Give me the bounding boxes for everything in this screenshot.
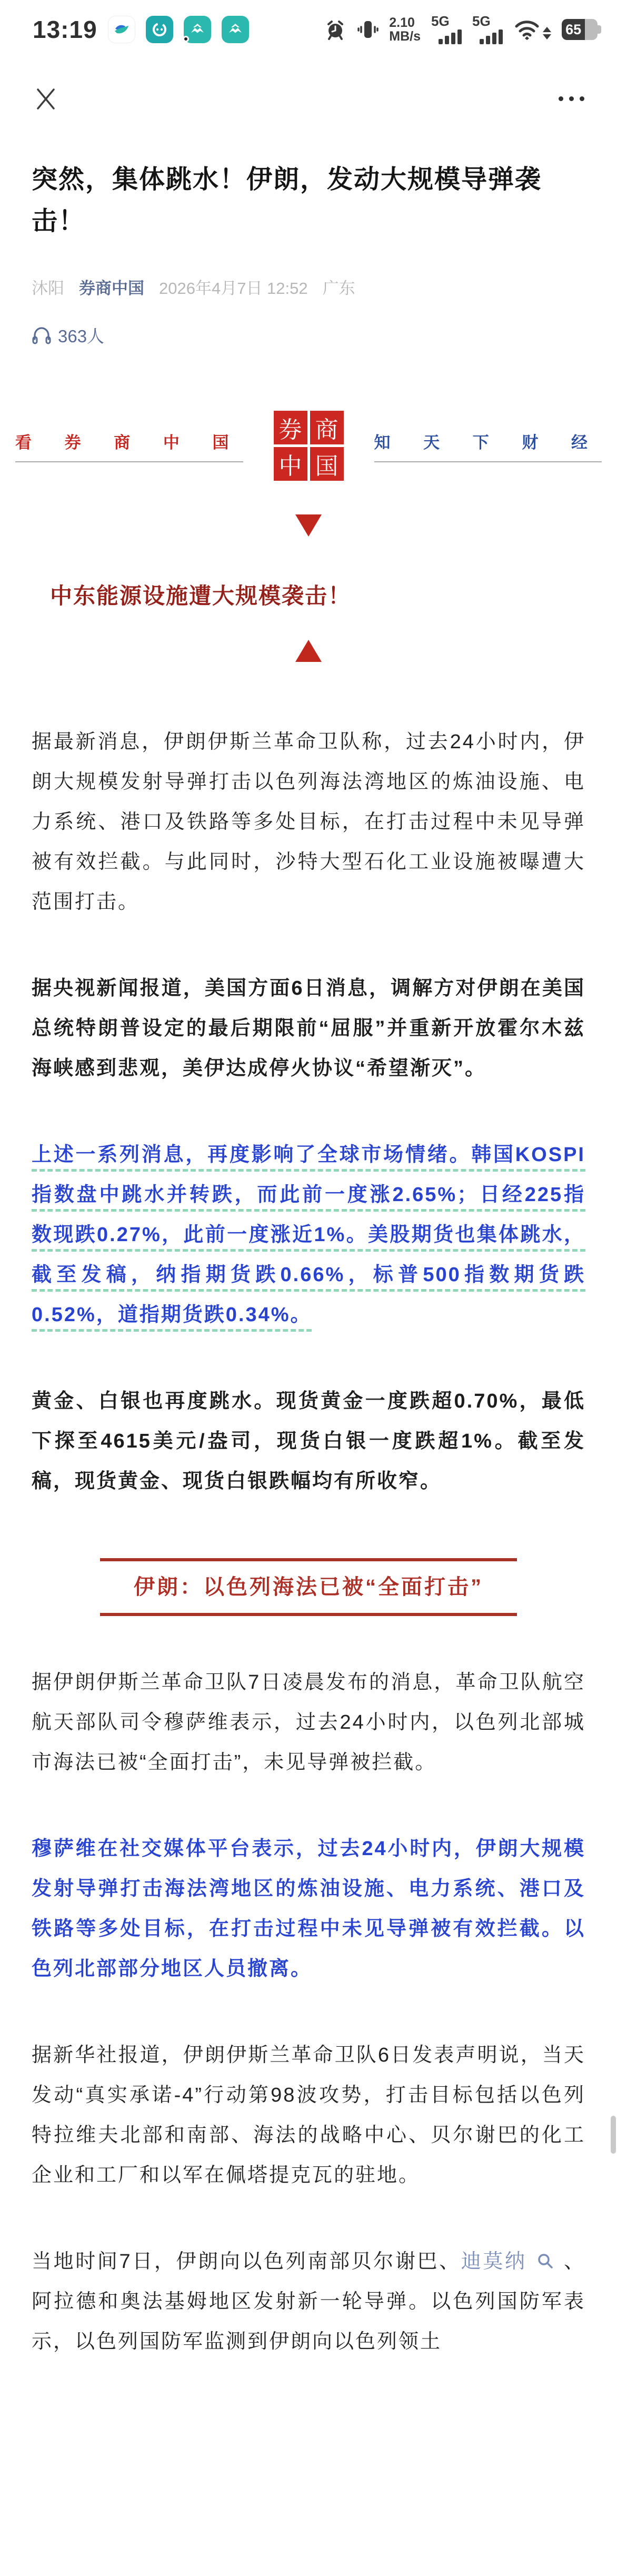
alarm-icon bbox=[324, 18, 347, 41]
signal-bars-icon-2: 5G bbox=[472, 15, 503, 44]
search-icon bbox=[536, 2252, 554, 2270]
section-header: 伊朗：以色列海法已被“全面打击” bbox=[100, 1558, 517, 1616]
network-speed: 2.10 MB/s bbox=[389, 15, 421, 44]
listen-count: 363人 bbox=[58, 326, 105, 346]
ellipsis-icon[interactable] bbox=[559, 96, 584, 101]
article-paragraph: 据最新消息，伊朗伊斯兰革命卫队称，过去24小时内，伊朗大规模发射导弹打击以色列海法湾地区的炼油设施、电力系统、港口及铁路等多处目标，在打击过程中未见导弹被有效拦截。与此同时，沙特大型石化工业设施被曝遭大范围打击。 bbox=[32, 731, 585, 913]
entity-link[interactable]: 迪莫纳 bbox=[461, 2251, 527, 2273]
banner-right-slogan: 知 天 下 财 经 bbox=[374, 429, 602, 462]
status-bar bbox=[0, 0, 617, 59]
article-paragraph: 上述一系列消息，再度影响了全球市场情绪。韩国KOSPI指数盘中跳水并转跌，而此前一度涨2.65%；日经225指数现跌0.27%，此前一度涨近1%。美股期货也集体跳水，截至发稿，纳指期货跌0.66%，标普500指数期货跌0.52%，道指期货跌0.34%。 bbox=[32, 1144, 585, 1326]
banner-left-slogan: 看 券 商 中 国 bbox=[15, 429, 243, 462]
article-paragraph: 据央视新闻报道，美国方面6日消息，调解方对伊朗在美国总统特朗普设定的最后期限前“屈服”并重新开放霍尔木兹海峡感到悲观，美伊达成停火协议“希望渐灭”。 bbox=[32, 977, 585, 1079]
article-paragraph: 黄金、白银也再度跳水。现货黄金一度跌超0.70%，最低下探至4615美元/盎司，现货白银一度跌超1%。截至发稿，现货黄金、现货白银跌幅均有所收窄。 bbox=[32, 1390, 585, 1492]
brand-banner bbox=[0, 411, 617, 662]
byline bbox=[0, 275, 617, 299]
article-body bbox=[0, 722, 617, 2362]
close-x-icon[interactable] bbox=[33, 85, 59, 112]
notification-dot bbox=[183, 36, 189, 42]
article-paragraph: 据伊朗伊斯兰革命卫队7日凌晨发布的消息，革命卫队航空航天部队司令穆萨维表示，过去24小时内，以色列北部城市海法已被“全面打击”，未见导弹被拦截。 bbox=[32, 1671, 585, 1774]
signal-bars-icon: 5G bbox=[431, 15, 462, 44]
article-paragraph: 当地时间7日，伊朗向以色列南部贝尔谢巴、迪莫纳 、阿拉德和奥法基姆地区发射新一轮导弹。以色列国防军表示，以色列国防军监测到伊朗向以色列领土 bbox=[32, 2251, 585, 2353]
publish-datetime: 2026年4月7日 12:52 bbox=[159, 279, 308, 298]
vibrate-icon bbox=[357, 18, 379, 41]
article-paragraph: 据新华社报道，伊朗伊斯兰革命卫队6日发表声明说，当天发动“真实承诺-4”行动第98波攻势，打击目标包括以色列特拉维夫北部和南部、海法的战略中心、贝尔谢巴的化工企业和工厂和以军在佩塔提克瓦的驻地。 bbox=[32, 2044, 585, 2186]
chat-app-icon bbox=[146, 16, 173, 43]
author-name: 沐阳 bbox=[32, 279, 64, 298]
source-link[interactable]: 券商中国 bbox=[79, 279, 144, 298]
article-paragraph: 穆萨维在社交媒体平台表示，过去24小时内，伊朗大规模发射导弹打击海法湾地区的炼油设施、电力系统、港口及铁路等多处目标，在打击过程中未见导弹被有效拦截。以色列北部部分地区人员撤离。 bbox=[32, 1838, 585, 1980]
down-triangle-icon bbox=[295, 514, 322, 537]
nav-bar bbox=[0, 59, 617, 138]
wifi-icon bbox=[513, 18, 551, 41]
up-triangle-icon bbox=[295, 640, 322, 662]
headphones-icon bbox=[32, 325, 52, 345]
banner-headline: 中东能源设施遭大规模袭击！ bbox=[50, 583, 352, 608]
clock-time: 13:19 bbox=[33, 16, 97, 43]
scrollbar-thumb[interactable] bbox=[611, 2116, 616, 2154]
video-app-icon bbox=[108, 16, 135, 43]
publish-location: 广东 bbox=[322, 279, 355, 298]
page-title: 突然，集体跳水！伊朗，发动大规模导弹袭击！ bbox=[32, 165, 542, 235]
listen-row[interactable] bbox=[0, 323, 617, 348]
battery-icon bbox=[562, 19, 601, 40]
battery-percent: 65 bbox=[562, 19, 585, 40]
nio-app-icon bbox=[222, 16, 249, 43]
brand-logo: 券 商 中 国 bbox=[274, 411, 344, 481]
nio-app-icon-badged bbox=[184, 16, 211, 43]
